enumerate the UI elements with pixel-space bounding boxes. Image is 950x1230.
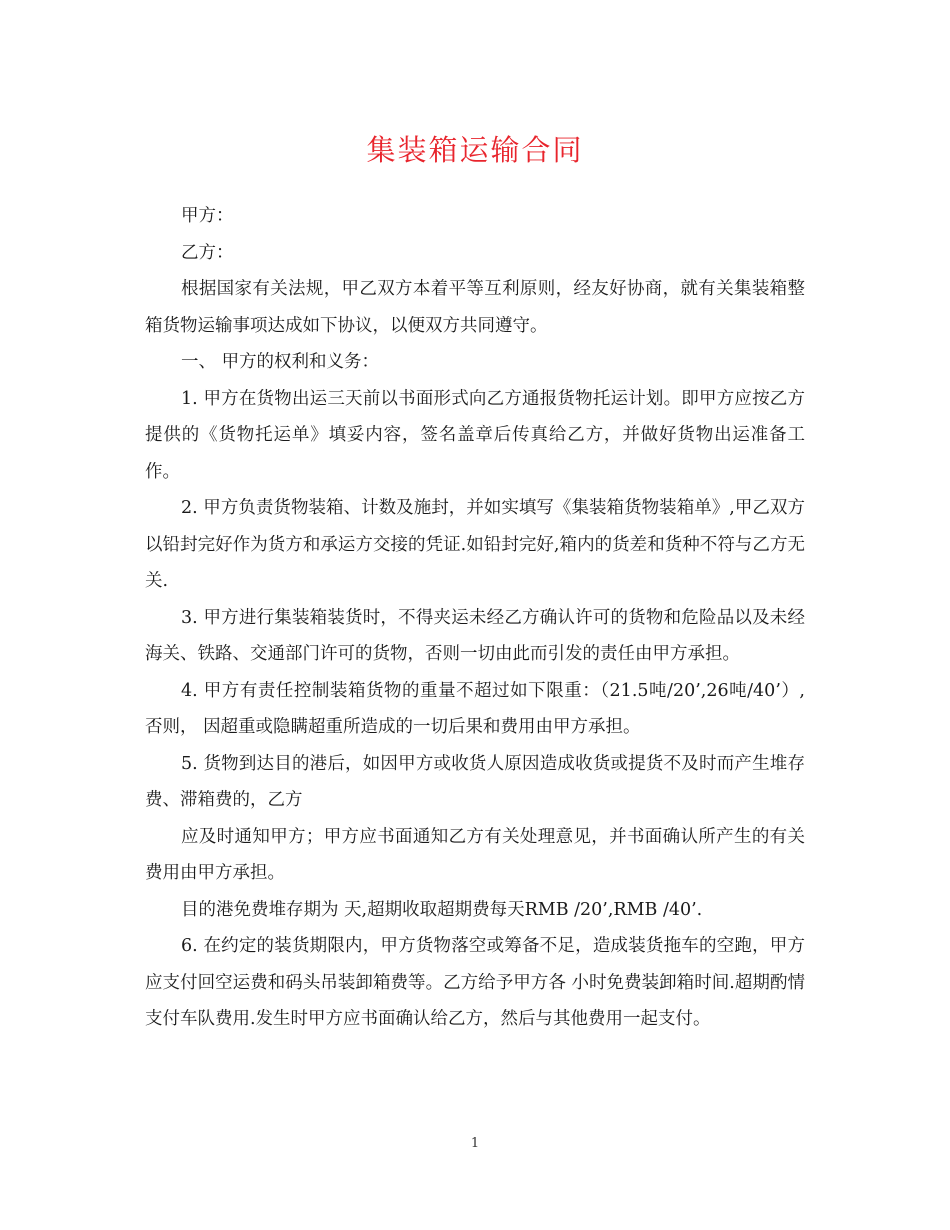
page-number: 1 [470,1136,480,1151]
party-a-line: 甲方： [181,206,234,226]
storage-period-line: 目的港免费堆存期为 天,超期收取超期费每天RMB /20’,RMB /40’. [181,899,703,920]
clause-1: 1. 甲方在货物出运三天前以书面形式向乙方通报货物托运计划。即甲方应按乙方提供的《货物托运单》填妥内容，签名盖章后传真给乙方，并做好货物出运准备工作。 [145,388,805,482]
party-b-line: 乙方： [181,242,234,263]
clause-6: 6. 在约定的装货期限内，甲方货物落空或筹备不足，造成装货拖车的空跑，甲方应支付回空运费和码头吊装卸箱费等。乙方给予甲方各 小时免费装卸箱时间.超期酌情支付车队费用.发生时甲方应书面确认给乙方，然后与其他费用一起支付。 [145,936,805,1029]
clause-4: 4. 甲方有责任控制装箱货物的重量不超过如下限重：（21.5吨/20’,26吨/40’）,否则， 因超重或隐瞒超重所造成的一切后果和费用由甲方承担。 [145,680,805,737]
clause-5: 5. 货物到达目的港后，如因甲方或收货人原因造成收货或提货不及时而产生堆存费、滞箱费的，乙方 [145,753,805,810]
document-title: 集装箱运输合同 [366,133,584,167]
section-heading: 一、 甲方的权利和义务： [181,352,380,372]
clause-3: 3. 甲方进行集装箱装货时，不得夹运未经乙方确认许可的货物和危险品以及未经海关、铁路、交通部门许可的货物，否则一切由此而引发的责任由甲方承担。 [145,607,805,664]
clause-2: 2. 甲方负责货物装箱、计数及施封，并如实填写《集装箱货物装箱单》,甲乙双方以铅封完好作为货方和承运方交接的凭证.如铅封完好,箱内的货差和货种不符与乙方无关. [145,498,805,591]
clause-5-continued: 应及时通知甲方；甲方应书面通知乙方有关处理意见，并书面确认所产生的有关费用由甲方承担。 [145,826,805,883]
document-body [145,198,805,1038]
preamble-paragraph: 根据国家有关法规，甲乙双方本着平等互利原则，经友好协商，就有关集装箱整箱货物运输事项达成如下协议，以便双方共同遵守。 [145,279,805,336]
